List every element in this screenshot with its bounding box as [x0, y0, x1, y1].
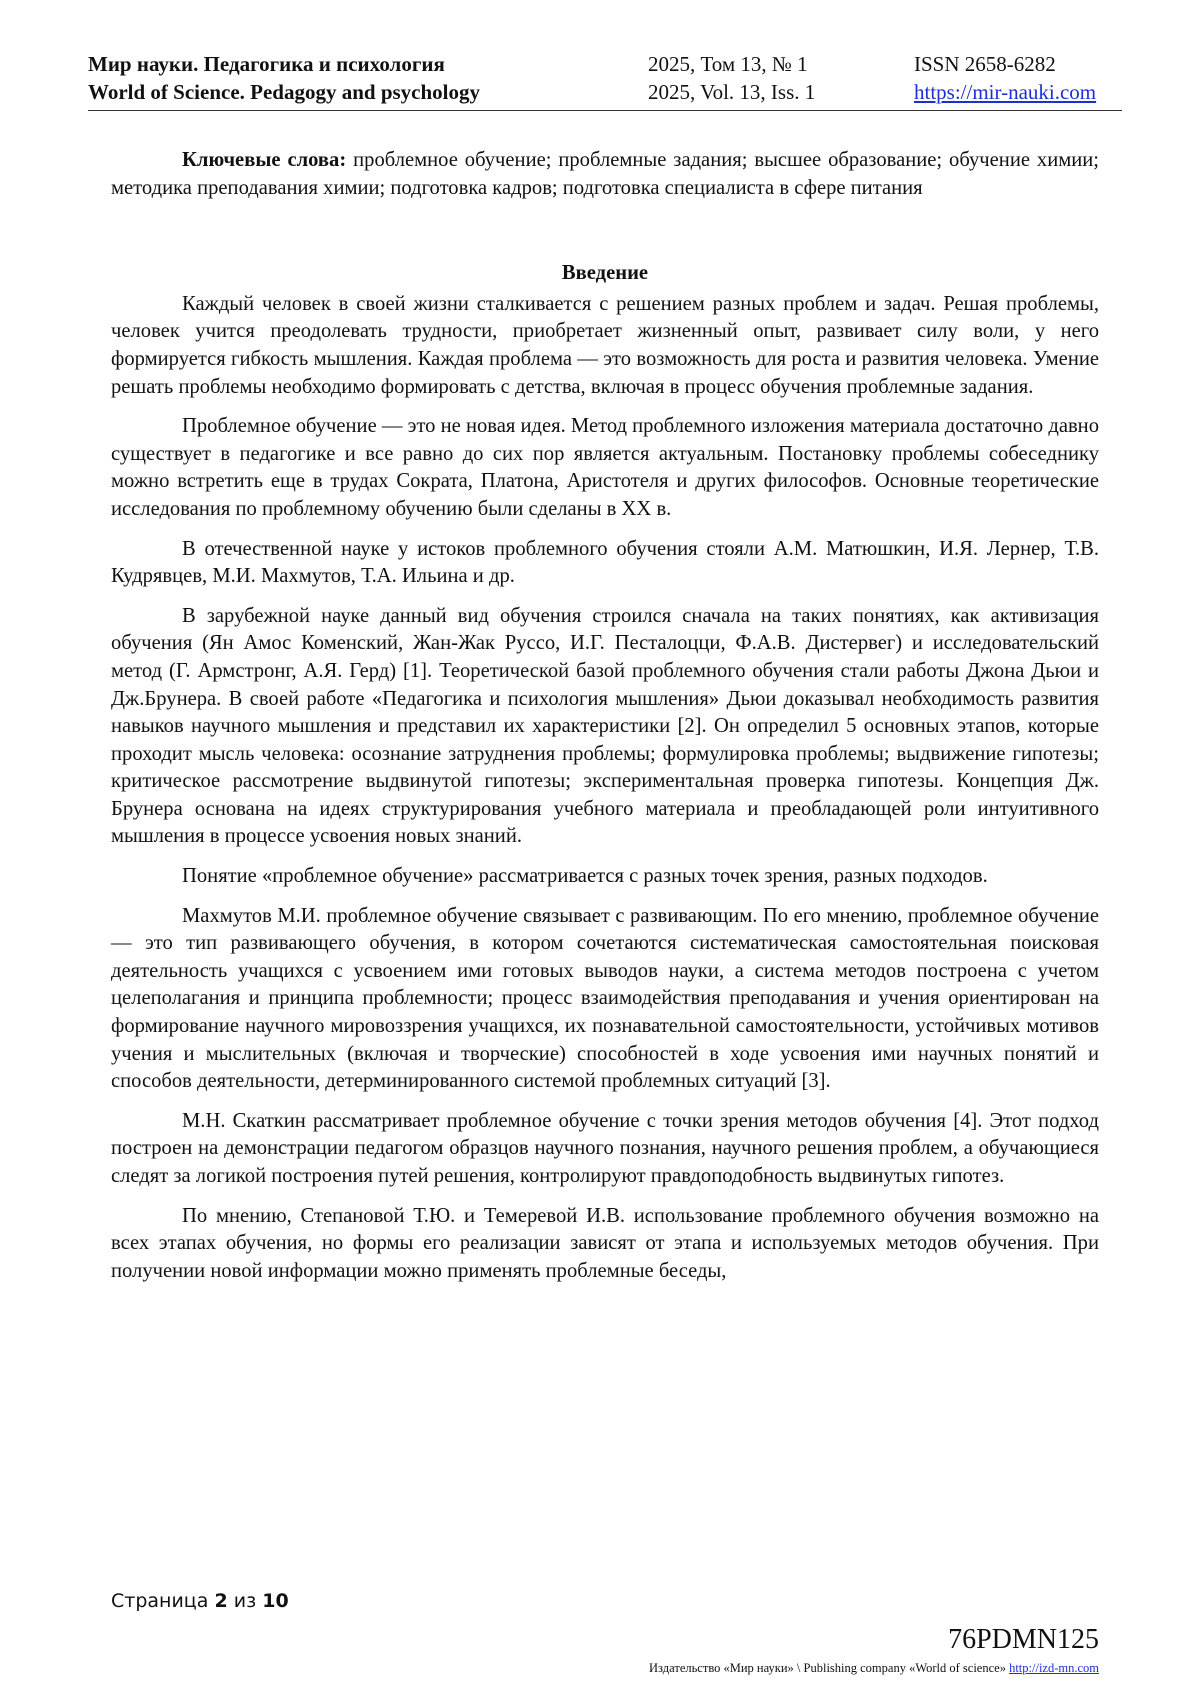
journal-title-en: World of Science. Pedagogy and psychology	[88, 80, 481, 104]
page-separator: из	[233, 1590, 257, 1612]
paragraph: По мнению, Степановой Т.Ю. и Темеревой И.В. использование проблемного обучения возможно на всех этапах обучения, но формы его реализации зависят от этапа и используемых методов обучения. При получении новой информации можно применять проблемные беседы,	[111, 1204, 1099, 1282]
publisher-name: Издательство «Мир науки» \ Publishing company «World of science»	[649, 1661, 1006, 1675]
paragraph: Проблемное обучение — это не новая идея. Метод проблемного изложения материала достаточно давно существует в педагогике и все равно до сих пор является актуальным. Постановку проблемы собеседнику можно встретить еще в трудах Сократа, Платона, Аристотеля и других философов. Основные теоретические исследования по проблемному обучению были сделаны в XX в.	[111, 415, 1099, 520]
publisher-line	[649, 1661, 1099, 1676]
journal-site-link[interactable]: https://mir-nauki.com	[914, 80, 1097, 104]
issn-block	[914, 50, 1096, 106]
article-body	[111, 147, 1099, 1285]
journal-title	[88, 50, 480, 106]
issue-info-en: 2025, Vol. 13, Iss. 1	[648, 80, 816, 104]
page-total: 10	[262, 1590, 289, 1612]
paragraph: В зарубежной науке данный вид обучения строился сначала на таких понятиях, как активизация обучения (Ян Амос Коменский, Жан-Жак Руссо, И.Г. Песталоцци, Ф.А.В. Дистервег) и исследовательский метод (Г. Армстронг, А.Я. Герд) [1]. Теоретической базой проблемного обучения стали работы Джона Дьюи и Дж.Брунера. В своей работе «Педагогика и психология мышления» Дьюи доказывал необходимость развития навыков научного мышления и представил их характеристики [2]. Он определил 5 основных этапов, которые проходит мысль человека: осознание затруднения проблемы; формулировка проблемы; выдвижение гипотезы; критическое рассмотрение выдвинутой гипотезы; экспериментальная проверка гипотезы. Концепция Дж. Брунера основана на идеях структурирования учебного материала и преобладающей роли интуитивного мышления в процессе усвоения новых знаний.	[111, 604, 1099, 848]
paragraph: Махмутов М.И. проблемное обучение связывает с развивающим. По его мнению, проблемное обучение — это тип развивающего обучения, в котором сочетаются систематическая самостоятельная поисковая деятельность учащихся с усвоением ими готовых выводов науки, а система методов построена с учетом целеполагания и принципа проблемности; процесс взаимодействия преподавания и учения ориентирован на формирование научного мировоззрения учащихся, их познавательной самостоятельности, устойчивых мотивов учения и мыслительных (включая и творческие) способностей в ходе усвоения ими научных понятий и способов деятельности, детерминированного системой проблемных ситуаций [3].	[111, 904, 1099, 1093]
paragraph: Понятие «проблемное обучение» рассматривается с разных точек зрения, разных подходов.	[182, 865, 988, 888]
page-header	[88, 50, 1122, 111]
section-title: Введение	[561, 262, 649, 285]
page-number	[111, 1590, 289, 1612]
publisher-link[interactable]: http://izd-mn.com	[1009, 1661, 1099, 1675]
keywords-text: проблемное обучение; проблемные задания; высшее образование; обучение химии; методика преподавания химии; подготовка кадров; подготовка специалиста в сфере питания	[111, 149, 1100, 199]
paragraph: М.Н. Скаткин рассматривает проблемное обучение с точки зрения методов обучения [4]. Этот подход построен на демонстрации педагогом образцов научного познания, научного решения проблем, а обучающиеся следят за логикой построения путей решения, контролируют правдоподобность выдвинутых гипотез.	[111, 1109, 1099, 1187]
journal-title-ru: Мир науки. Педагогика и психология	[88, 52, 445, 76]
issue-info-ru: 2025, Том 13, № 1	[648, 52, 808, 76]
page-prefix: Страница	[111, 1590, 209, 1612]
issue-info	[648, 50, 815, 106]
article-code: 76PDMN125	[948, 1624, 1099, 1655]
keywords	[111, 147, 1099, 202]
page-current: 2	[214, 1590, 228, 1612]
keywords-label: Ключевые слова:	[182, 149, 347, 171]
paragraph: В отечественной науке у истоков проблемного обучения стояли А.М. Матюшкин, И.Я. Лернер, Т.В. Кудрявцев, М.И. Махмутов, Т.А. Ильина и др.	[111, 537, 1099, 588]
issn: ISSN 2658-6282	[914, 52, 1056, 76]
paragraph: Каждый человек в своей жизни сталкивается с решением разных проблем и задач. Решая проблемы, человек учится преодолевать трудности, приобретает жизненный опыт, развивает силу воли, у него формируется гибкость мышления. Каждая проблема — это возможность для роста и развития человека. Умение решать проблемы необходимо формировать с детства, включая в процесс обучения проблемные задания.	[111, 292, 1099, 398]
